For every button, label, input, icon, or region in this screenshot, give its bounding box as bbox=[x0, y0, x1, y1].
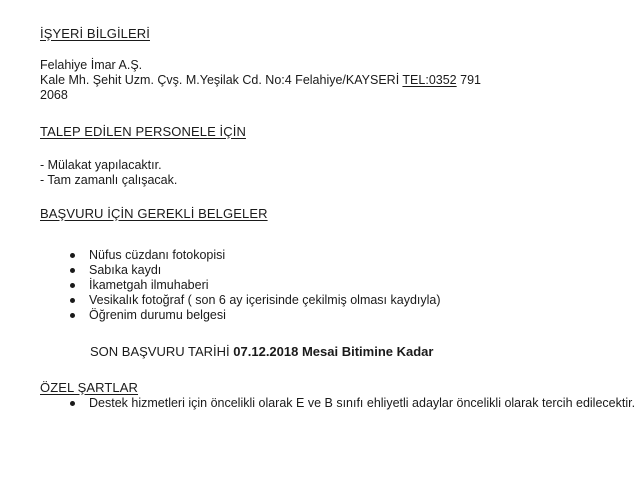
phone-label: TEL:0352 bbox=[402, 73, 457, 87]
deadline-label: SON BAŞVURU TARİHİ bbox=[90, 344, 234, 359]
special-conditions-heading: ÖZEL ŞARTLAR bbox=[40, 380, 139, 395]
phone-number-continued: 2068 bbox=[40, 88, 68, 102]
document-item-1: Sabıka kaydı bbox=[70, 263, 441, 278]
special-conditions-list bbox=[70, 396, 637, 411]
deadline-suffix: Mesai Bitimine Kadar bbox=[298, 344, 434, 359]
company-name: Felahiye İmar A.Ş. bbox=[40, 58, 143, 72]
personnel-item-0: - Mülakat yapılacaktır. bbox=[40, 158, 162, 172]
special-condition-item-0: Destek hizmetleri için öncelikli olarak E ve B sınıfı ehliyetli adaylar öncelikli olarak tercih edilecektir. bbox=[89, 396, 636, 410]
documents-heading: BAŞVURU İÇİN GEREKLİ BELGELER bbox=[40, 206, 268, 221]
document-item-3: Vesikalık fotoğraf ( son 6 ay içerisinde çekilmiş olması kaydıyla) bbox=[70, 293, 441, 308]
phone-number-part: 791 bbox=[456, 73, 481, 87]
address-text: Kale Mh. Şehit Uzm. Çvş. M.Yeşilak Cd. No:4 Felahiye/KAYSERİ bbox=[40, 73, 403, 87]
document-item-4: Öğrenim durumu belgesi bbox=[70, 308, 441, 323]
personnel-item-1: - Tam zamanlı çalışacak. bbox=[40, 173, 178, 187]
employer-heading: İŞYERİ BİLGİLERİ bbox=[40, 26, 150, 41]
personnel-heading: TALEP EDİLEN PERSONELE İÇİN bbox=[40, 124, 246, 139]
personnel-list bbox=[40, 158, 177, 188]
application-deadline bbox=[90, 344, 433, 359]
employer-info bbox=[40, 58, 481, 103]
document-item-2: İkametgah ilmuhaberi bbox=[70, 278, 441, 293]
company-address bbox=[40, 73, 481, 88]
documents-list bbox=[70, 248, 441, 323]
document-item-0: Nüfus cüzdanı fotokopisi bbox=[70, 248, 441, 263]
deadline-date: 07.12.2018 bbox=[233, 344, 299, 359]
